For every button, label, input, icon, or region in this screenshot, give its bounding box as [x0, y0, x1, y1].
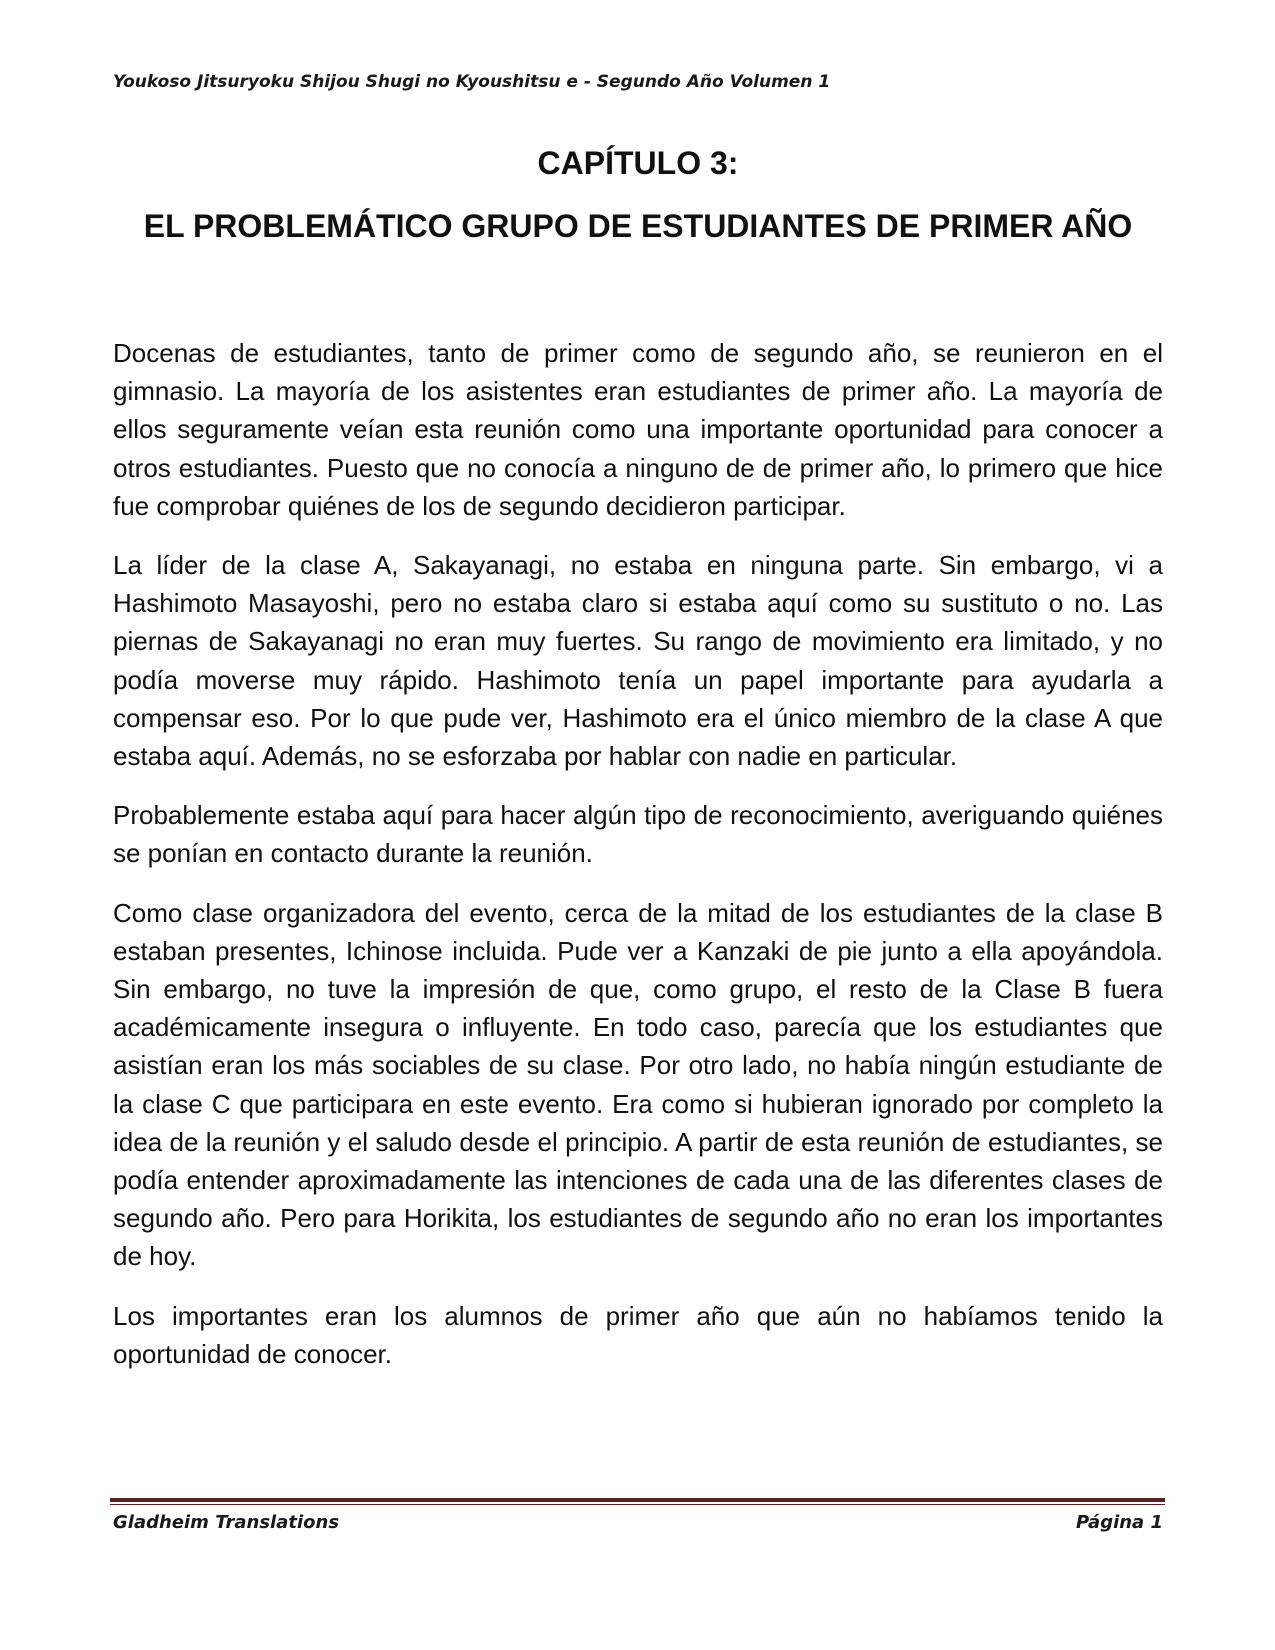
paragraph: Probablemente estaba aquí para hacer algún tipo de reconocimiento, averiguando quiénes se ponían en contacto durante la reunión. — [113, 800, 1163, 869]
chapter-number: CAPÍTULO 3: — [537, 145, 739, 181]
footer-divider-thick — [110, 1498, 1165, 1502]
paragraph: Docenas de estudiantes, tanto de primer como de segundo año, se reunieron en el gimnasio. La mayoría de los asistentes eran estudiantes de primer año. La mayoría de ellos seguramente veían esta reunión como una importante oportunidad para conocer a otros estudiantes. Puesto que no conocía a ninguno de de primer año, lo primero que hice fue comprobar quiénes de los de segundo decidieron participar. — [113, 338, 1163, 521]
body-text — [113, 334, 1163, 1394]
running-header: Youkoso Jitsuryoku Shijou Shugi no Kyoushitsu e - Segundo Año Volumen 1 — [113, 72, 831, 92]
paragraph: Los importantes eran los alumnos de primer año que aún no habíamos tenido la oportunidad de conocer. — [113, 1300, 1163, 1369]
footer-publisher: Gladheim Translations — [113, 1512, 340, 1533]
footer-divider-thin — [110, 1504, 1165, 1505]
chapter-title: EL PROBLEMÁTICO GRUPO DE ESTUDIANTES DE PRIMER AÑO — [143, 208, 1133, 244]
paragraph: La líder de la clase A, Sakayanagi, no estaba en ninguna parte. Sin embargo, vi a Hashimoto Masayoshi, pero no estaba claro si estaba aquí como su sustituto o no. Las piernas de Sakayanagi no eran muy fuertes. Su rango de movimiento era limitado, y no podía moverse muy rápido. Hashimoto tenía un papel importante para ayudarla a compensar eso. Por lo que pude ver, Hashimoto era el único miembro de la clase A que estaba aquí. Además, no se esforzaba por hablar con nadie en particular. — [113, 550, 1163, 772]
footer-divider — [110, 1498, 1165, 1505]
paragraph: Como clase organizadora del evento, cerca de la mitad de los estudiantes de la clase B estaban presentes, Ichinose incluida. Pude ver a Kanzaki de pie junto a ella apoyándola. Sin embargo, no tuve la impresión de que, como grupo, el resto de la Clase B fuera académicamente insegura o influyente. En todo caso, parecía que los estudiantes que asistían eran los más sociables de su clase. Por otro lado, no había ningún estudiante de la clase C que participara en este evento. Era como si hubieran ignorado por completo la idea de la reunión y el saludo desde el principio. A partir de esta reunión de estudiantes, se podía entender aproximadamente las intenciones de cada una de las diferentes clases de segundo año. Pero para Horikita, los estudiantes de segundo año no eran los importantes de hoy. — [113, 897, 1163, 1272]
footer-page-number: Página 1 — [1076, 1512, 1163, 1533]
